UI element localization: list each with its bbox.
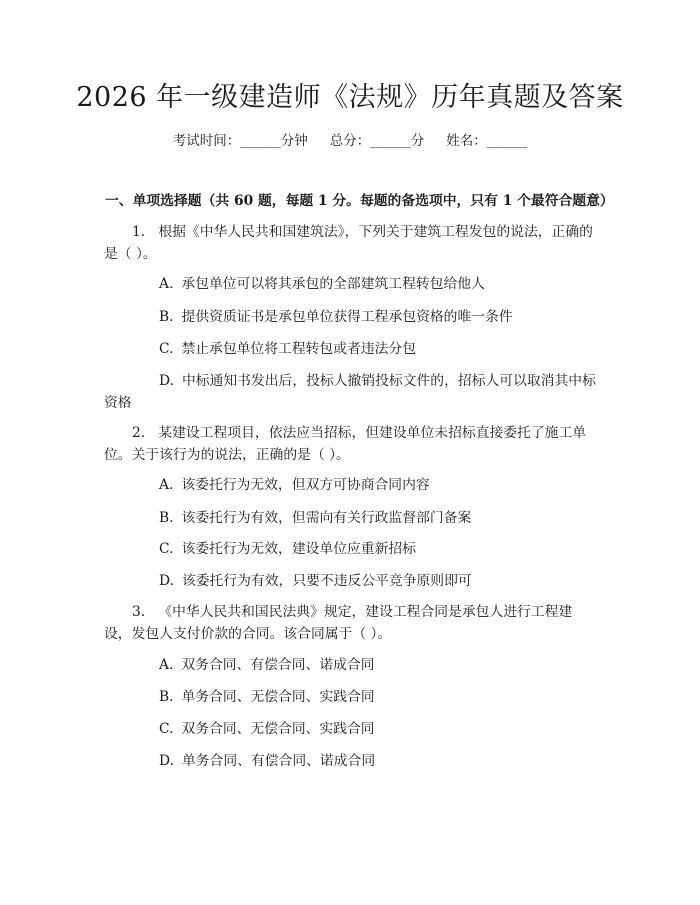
section-heading: 一、单项选择题（共 60 题，每题 1 分。每题的备选项中，只有 1 个最符合题意） <box>105 193 614 209</box>
option-letter: C. <box>159 341 174 357</box>
option-letter: D. <box>159 753 174 769</box>
option-text: 该委托行为有效，但需向有关行政监督部门备案 <box>181 510 472 526</box>
option-text: 提供资质证书是承包单位获得工程承包资格的唯一条件 <box>181 309 513 325</box>
option-letter: A. <box>159 276 174 292</box>
question-3-stem <box>104 601 596 645</box>
option-letter: A. <box>159 657 174 673</box>
option-text: 承包单位可以将其承包的全部建筑工程转包给他人 <box>181 276 485 292</box>
question-3-option-d[interactable] <box>159 750 375 772</box>
option-letter: B. <box>159 309 174 325</box>
option-letter: D. <box>159 573 174 589</box>
option-letter: C. <box>159 541 174 557</box>
option-text: 双务合同、无偿合同、实践合同 <box>181 721 375 737</box>
question-text: 《中华人民共和国民法典》规定，建设工程合同是承包人进行工程建设，发包人支付价款的合同。该合同属于（ ）。 <box>104 604 573 642</box>
question-2-stem <box>104 422 596 466</box>
exam-time-label: 考试时间：______分钟 <box>172 133 308 149</box>
question-2-option-a[interactable] <box>159 474 430 496</box>
question-1-stem <box>104 221 596 265</box>
question-number: 3. <box>132 604 146 620</box>
question-1-option-b[interactable] <box>159 306 513 328</box>
option-letter: A. <box>159 477 174 493</box>
option-text: 该委托行为有效，只要不违反公平竞争原则即可 <box>181 573 472 589</box>
option-text: 该委托行为无效，建设单位应重新招标 <box>181 541 416 557</box>
option-letter: C. <box>159 721 174 737</box>
question-2-option-b[interactable] <box>159 507 471 529</box>
exam-meta <box>0 131 700 151</box>
question-3-option-b[interactable] <box>159 686 375 708</box>
page-title: 2026 年一级建造师《法规》历年真题及答案 <box>76 82 624 113</box>
option-text: 中标通知书发出后，投标人撤销投标文件的，招标人可以取消其中标资格 <box>104 373 596 411</box>
question-text: 某建设工程项目，依法应当招标，但建设单位未招标直接委托了施工单位。关于该行为的说法，正确的是（ ）。 <box>104 425 587 463</box>
question-1-option-c[interactable] <box>159 338 416 360</box>
option-text: 双务合同、有偿合同、诺成合同 <box>181 657 375 673</box>
question-3-option-c[interactable] <box>159 718 375 740</box>
option-letter: B. <box>159 510 174 526</box>
question-3-option-a[interactable] <box>159 654 375 676</box>
option-letter: B. <box>159 689 174 705</box>
option-letter: D. <box>159 373 174 389</box>
name-label: 姓名：______ <box>446 133 528 149</box>
question-2-option-c[interactable] <box>159 538 416 560</box>
question-text: 根据《中华人民共和国建筑法》，下列关于建筑工程发包的说法，正确的是（ ）。 <box>104 224 593 262</box>
option-text: 单务合同、无偿合同、实践合同 <box>181 689 375 705</box>
question-number: 1. <box>132 224 146 240</box>
total-score-label: 总分：______分 <box>329 133 425 149</box>
question-2-option-d[interactable] <box>159 570 472 592</box>
option-text: 单务合同、有偿合同、诺成合同 <box>181 753 376 769</box>
option-text: 禁止承包单位将工程转包或者违法分包 <box>181 341 416 357</box>
question-1-option-d[interactable] <box>104 370 596 414</box>
question-number: 2. <box>132 425 146 441</box>
question-1-option-a[interactable] <box>159 273 485 295</box>
option-text: 该委托行为无效，但双方可协商合同内容 <box>181 477 430 493</box>
